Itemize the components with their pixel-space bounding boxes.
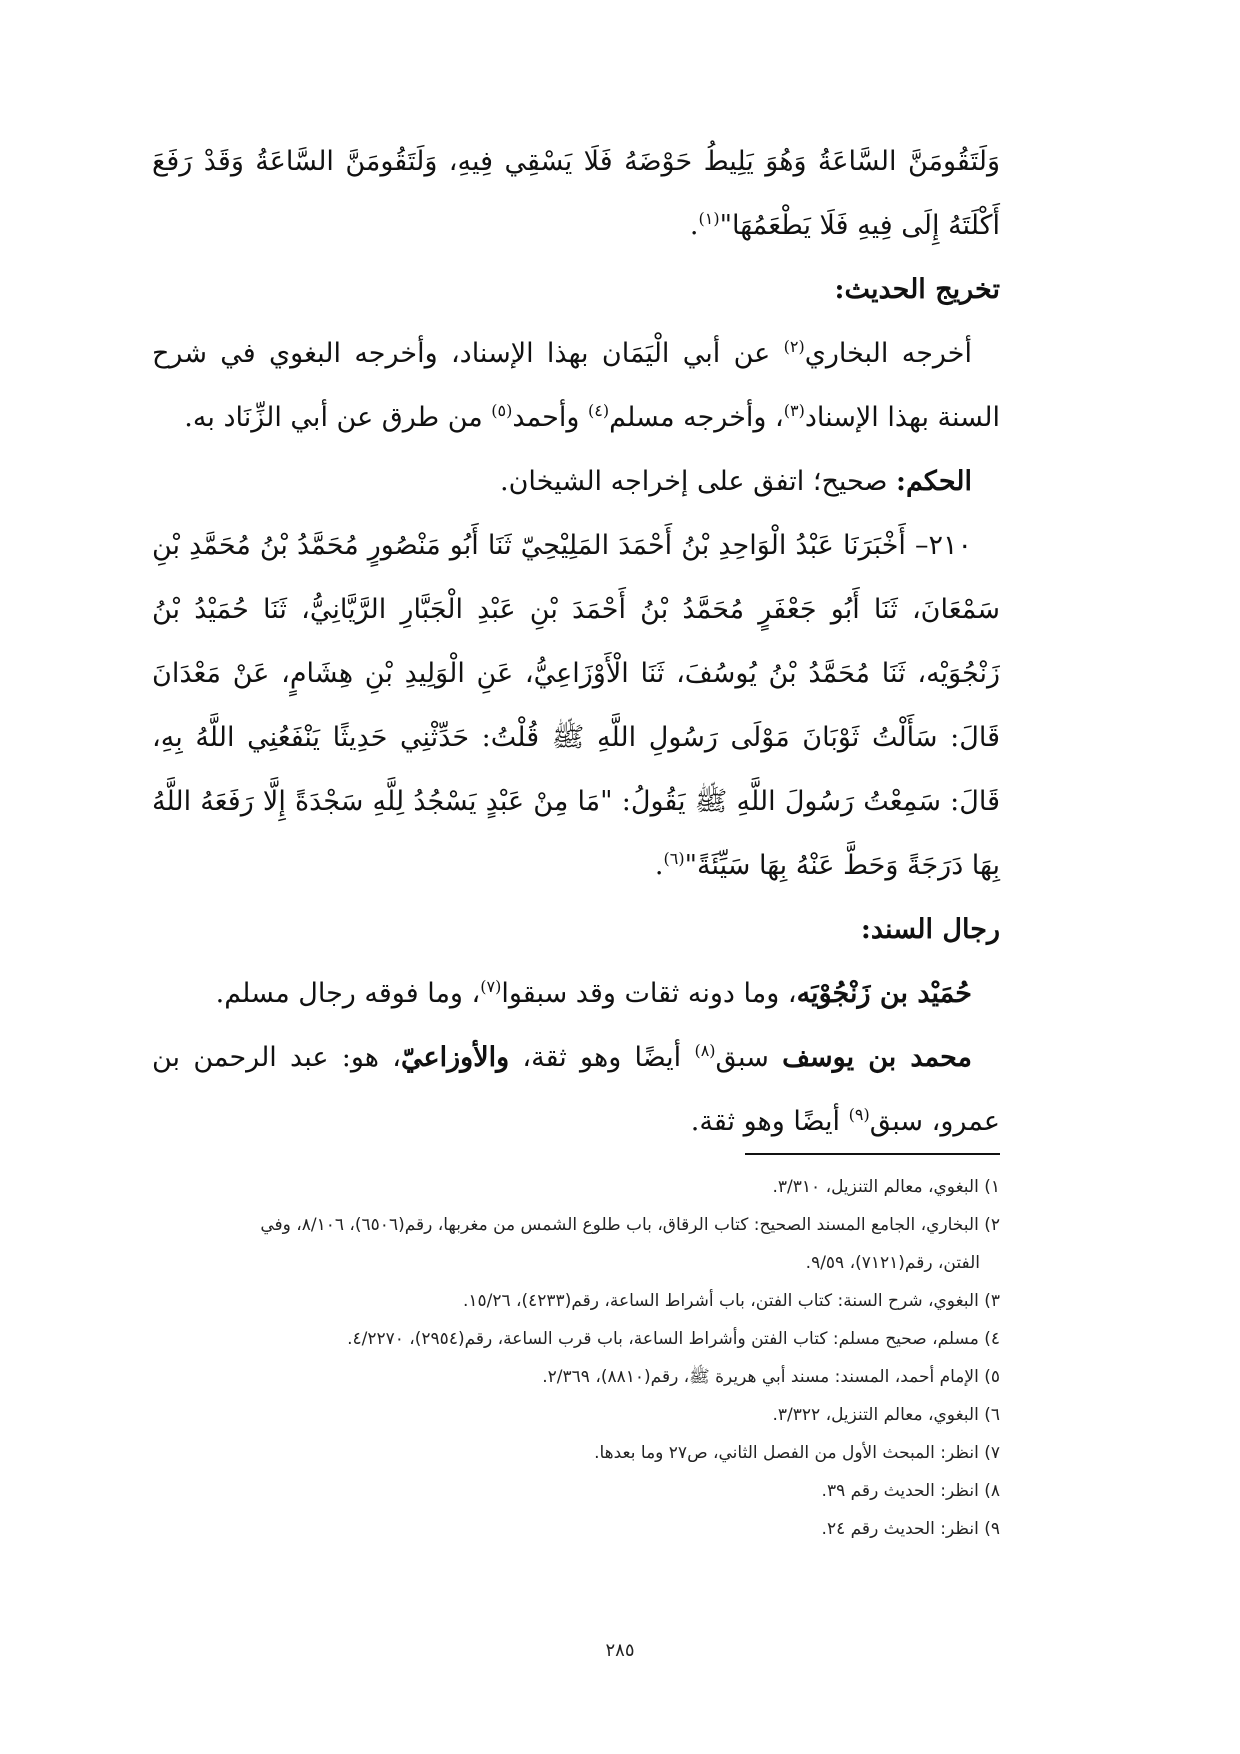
footnote-1-text: ١) البغوي، معالم التنزيل، ٣/٣١٠.	[772, 1177, 1000, 1197]
main-text	[152, 130, 1000, 1154]
rijal-text-2a: سبق	[715, 1042, 783, 1073]
footnote-3-text: ٣) البغوي، شرح السنة: كتاب الفتن، باب أشراط الساعة، رقم(٤٢٣٣)، ١٥/٢٦.	[462, 1291, 1000, 1311]
rijal-heading: رجال السند:	[860, 914, 1000, 945]
narrator-name-humaid: حُمَيْد بن زَنْجُوْيَه	[796, 978, 972, 1009]
takhrij-text-3: ، وأخرجه مسلم	[609, 402, 784, 433]
hukm-text: صحيح؛ اتفق على إخراجه الشيخان.	[500, 466, 896, 497]
page-number: ٢٨٥	[605, 1640, 635, 1661]
takhrij-text-5: من طرق عن أبي الزِّنَاد به.	[184, 402, 492, 433]
footnote-6-text: ٦) البغوي، معالم التنزيل، ٣/٣٢٢.	[772, 1405, 1000, 1425]
footnote-9	[150, 1510, 1000, 1548]
takhrij-text-1: أخرجه البخاري	[804, 338, 972, 369]
footnote-4	[150, 1320, 1000, 1358]
footnote-ref-9[interactable]: (٩)	[848, 1105, 870, 1124]
hukm-paragraph	[152, 450, 1000, 514]
footnote-ref-5[interactable]: (٥)	[491, 401, 513, 420]
hadith-tail: .	[654, 850, 664, 881]
footnote-4-text: ٤) مسلم، صحيح مسلم: كتاب الفتن وأشراط الساعة، باب قرب الساعة، رقم(٢٩٥٤)، ٤/٢٢٧٠.	[347, 1329, 1000, 1349]
hukm-label: الحكم:	[895, 466, 972, 497]
rijal-paragraph-2	[152, 1026, 1000, 1154]
footnote-8	[150, 1472, 1000, 1510]
footnote-ref-8[interactable]: (٨)	[694, 1041, 716, 1060]
footnote-ref-1[interactable]: (١)	[698, 209, 720, 228]
footnote-6	[150, 1396, 1000, 1434]
footnote-separator	[745, 1153, 1000, 1155]
opening-tail: .	[689, 210, 699, 241]
takhrij-text-4: وأحمد	[512, 402, 588, 433]
footnote-ref-2[interactable]: (٢)	[783, 337, 805, 356]
footnotes-section	[150, 1168, 1000, 1548]
footnote-2-text: ٢) البخاري، الجامع المسند الصحيح: كتاب الرقاق، باب طلوع الشمس من مغربها، رقم(٦٥٠٦)، ٨/١٠٦، وفي	[260, 1215, 1000, 1235]
rijal-text-2d: أيضًا وهو ثقة.	[690, 1106, 849, 1137]
takhrij-text-2: عن أبي الْيَمَان بهذا الإسناد، وأخرجه البغوي في شرح السنة بهذا الإسناد	[152, 338, 1000, 433]
opening-line-1: وَلَتَقُومَنَّ السَّاعَةُ وَهُوَ يَلِيطُ حَوْضَهُ فَلَا يَسْقِي فِيهِ، وَلَتَقُومَنَّ السَّاعَةُ وَقَدْ رَفَعَ	[152, 146, 1000, 177]
footnote-ref-3[interactable]: (٣)	[783, 401, 805, 420]
takhrij-heading: تخريج الحديث:	[834, 274, 1000, 305]
rijal-text-1a: ، وما دونه ثقات وقد سبقوا	[501, 978, 797, 1009]
opening-paragraph	[152, 130, 1000, 258]
narrator-name-muhammad: محمد بن يوسف	[782, 1042, 973, 1073]
hadith-paragraph	[152, 514, 1000, 898]
footnote-ref-4[interactable]: (٤)	[588, 401, 610, 420]
footnote-2	[150, 1206, 1000, 1282]
footnote-5	[150, 1358, 1000, 1396]
footnote-3	[150, 1282, 1000, 1320]
narrator-name-awzai: والأوزاعيّ	[401, 1042, 510, 1073]
opening-line-2: أَكْلَتَهُ إِلَى فِيهِ فَلَا يَطْعَمُهَا"	[719, 210, 1000, 241]
footnote-1	[150, 1168, 1000, 1206]
footnote-9-text: ٩) انظر: الحديث رقم ٢٤.	[821, 1519, 1000, 1539]
rijal-text-2b: أيضًا وهو ثقة،	[509, 1042, 695, 1073]
rijal-paragraph-1	[152, 962, 1000, 1026]
footnote-7-text: ٧) انظر: المبحث الأول من الفصل الثاني، ص٢٧ وما بعدها.	[594, 1443, 1000, 1463]
hadith-text: ٢١٠– أَخْبَرَنَا عَبْدُ الْوَاحِدِ بْنُ أَحْمَدَ المَلِيْحِيّ ثَنَا أَبُو مَنْصُورٍ مُحَمَّدُ بْنُ مُحَمَّدِ بْنِ سَمْعَانَ، ثَنَا أَبُو جَعْفَرٍ مُحَمَّدُ بْنُ أَحْمَدَ بْنِ عَبْدِ الْجَبَّارِ الرَّيَّانِيُّ، ثَنَا حُمَيْدُ بْنُ زَنْجُوَيْه، ثَنَا مُحَمَّدُ بْنُ يُوسُفَ، ثَنَا الْأَوْزَاعِيُّ، عَنِ الْوَلِيدِ بْنِ هِشَامٍ، عَنْ مَعْدَانَ قَالَ: سَأَلْتُ ثَوْبَانَ مَوْلَى رَسُولِ اللَّهِ ﷺ قُلْتُ: حَدِّثْنِي حَدِيثًا يَنْفَعُنِي اللَّهُ بِهِ، قَالَ: سَمِعْتُ رَسُولَ اللَّهِ ﷺ يَقُولُ: "مَا مِنْ عَبْدٍ يَسْجُدُ لِلَّهِ سَجْدَةً إِلَّا رَفَعَهُ اللَّهُ بِهَا دَرَجَةً وَحَطَّ عَنْهُ بِهَا سَيِّئَةً"	[152, 530, 1000, 881]
footnote-8-text: ٨) انظر: الحديث رقم ٣٩.	[821, 1481, 1000, 1501]
footnote-5-text: ٥) الإمام أحمد، المسند: مسند أبي هريرة ﷺ، رقم(٨٨١٠)، ٢/٣٦٩.	[542, 1367, 1000, 1387]
footnote-ref-6[interactable]: (٦)	[663, 849, 685, 868]
rijal-text-1b: ، وما فوقه رجال مسلم.	[215, 978, 481, 1009]
footnote-2-continuation: الفتن، رقم(٧١٢١)، ٩/٥٩.	[805, 1253, 980, 1273]
footnote-7	[150, 1434, 1000, 1472]
rijal-text-2c: ، هو: عبد الرحمن بن عمرو، سبق	[152, 1042, 1000, 1137]
footnote-ref-7[interactable]: (٧)	[480, 977, 502, 996]
takhrij-paragraph	[152, 322, 1000, 450]
